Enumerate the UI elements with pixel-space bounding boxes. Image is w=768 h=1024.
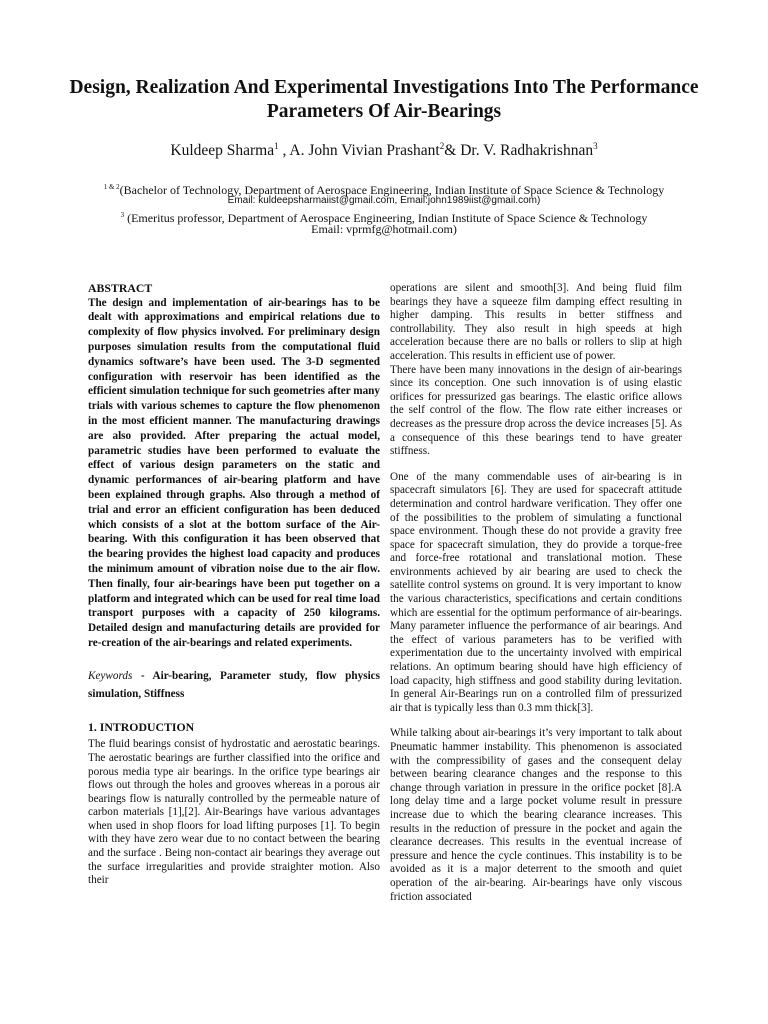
keywords-text: - Air-bearing, Parameter study, flow physics simulation, Stiffness — [88, 669, 380, 700]
paper-title: Design, Realization And Experimental Investigations Into The Performance Parameters Of Air-Bearings — [69, 77, 699, 122]
affiliation-2-marker: 3 — [120, 211, 125, 219]
author-separator: , — [278, 142, 290, 160]
section-heading-introduction: 1. INTRODUCTION — [88, 719, 195, 734]
author-3-sup: 3 — [593, 141, 598, 151]
affiliation-1-email: Email: kuldeepsharmaiist@gmail.com, Email:john1989iist@gmail.com) — [227, 195, 541, 206]
right-paragraph-4: While talking about air-bearings it’s very important to talk about Pneumatic hammer instability. This phenomenon is associated with the compressibility of gases and the consequent delay between bearing clearance changes and the response to this change through variation in pressure in the orifice pocket [8].A long delay time and a large pocket volume result in pressure increase due to which the bearing clearance increases. This results in the reduction of pressure in the pocket and again the clearance decreases. This results in the eventual increase of pressure and hence the cycle continues. This instability is to be avoided as it is a major deterrent to the smooth and quiet operation of the air-bearing. Air-bearings have only viscous friction associated — [390, 727, 682, 903]
intro-paragraph-1: The fluid bearings consist of hydrostatic and aerostatic bearings. The aerostatic bearings are further classified into the orifice and porous media type air bearings. In the orifice type bearings air flows out through the holes and grooves whereas in a porous air bearings flow is naturally controlled by the permeable nature of carbon materials [1],[2]. Air-Bearings have various advantages when used in shop floors for load lifting purposes [1]. To begin with they have zero wear due to no contact between the bearing and the surface . Being non-contact air bearings they average out the surface irregularities and provide straighter motion. Also their — [88, 738, 380, 887]
author-2: A. John Vivian Prashant — [289, 142, 440, 160]
abstract-text: The design and implementation of air-bearings has to be dealt with approximations and empirical relations due to complexity of flow physics involved. For preliminary design purposes simulation results from the computational fluid dynamics software’s have been used. The 3-D segmented configuration with reservoir has been identified as the efficient simulation technique for such geometries after many trials with various schemes to capture the flow phenomenon in the most efficient manner. The manufacturing drawings are also provided. After preparing the actual model, parametric studies have been performed to evaluate the effect of various design parameters on the static and dynamic performances of air-bearing platform and have been explained through graphs. Also through a method of trial and error an efficient configuration has been deduced which consists of a slot at the bottom surface of the Air-bearing. With this configuration it has been observed that the bearing provides the highest load capacity and produces the minimum amount of vibration noise due to the air flow. Then finally, four air-bearings have been put together on a platform and integrated which can be used for real time load transport purposes with a capacity of 250 kilograms. Detailed design and manufacturing details are provided for re-creation of the air-bearings and related experiments. — [88, 296, 380, 649]
keywords-label: Keywords — [88, 669, 133, 682]
left-column — [88, 282, 380, 888]
right-paragraph-2: There have been many innovations in the design of air-bearings since its conception. One such innovation is of using elastic orifices for pressurized gas bearings. The elastic orifice allows the self control of the flow. The flow rate either increases or decreases as the pressure drop across the device increases [5]. As a consequence of this these bearings tend to have greater stiffness. — [390, 363, 682, 458]
author-1-sup: 1 — [274, 141, 279, 151]
right-paragraph-3: One of the many commendable uses of air-bearing is in spacecraft simulators [6]. They are used for spacecraft attitude determination and control hardware verification. They offer one of the possibilities to the problem of simulating a functional space environment. Though these do not provide a gravity free space for spacecraft simulation, they do provide a torque-free and force-free rotational and translational motion. These environments achieved by air bearing are used to check the satellite control systems on ground. It is very important to know the various characteristics, specifications and certain conditions which are essential for the optimum performance of air-bearings. Many parameter influence the performance of air bearings. And the effect of various parameters has to be verified with experimentation due to the uncertainty involved with empirical relations. An optimum bearing should have high efficiency of load capacity, high stiffness and good stability during levitation. In general Air-Bearings run on a controlled film of pressurized air that is typically less than 0.3 mm thick[3]. — [390, 470, 682, 714]
keywords — [88, 667, 380, 703]
author-line — [60, 136, 708, 161]
affiliation-2-text: (Emeritus professor, Department of Aerospace Engineering, Indian Institute of Space Science & Technology — [124, 211, 648, 225]
affiliation-1-marker: 1 & 2 — [103, 183, 120, 191]
affiliation-2-email: Email: vprmfg@hotmail.com) — [311, 222, 457, 236]
author-2-sup: 2 — [439, 141, 445, 151]
affiliation-1-text: (Bachelor of Technology, Department of Aerospace Engineering, Indian Institute of Space Science & Technology — [119, 183, 665, 197]
author-3: Dr. V. Radhakrishnan — [460, 142, 594, 160]
right-paragraph-1: operations are silent and smooth[3]. And being fluid film bearings they have a squeeze film damping effect resulting in higher damping. This results in better stiffness and controllability. They also result in high speeds at high acceleration because there are no balls or rollers to slip at high acceleration. This results in efficient use of power. — [390, 282, 682, 362]
author-separator: & — [444, 142, 461, 160]
right-column — [390, 282, 682, 904]
author-1: Kuldeep Sharma — [170, 142, 275, 160]
abstract-heading: ABSTRACT — [88, 281, 153, 295]
